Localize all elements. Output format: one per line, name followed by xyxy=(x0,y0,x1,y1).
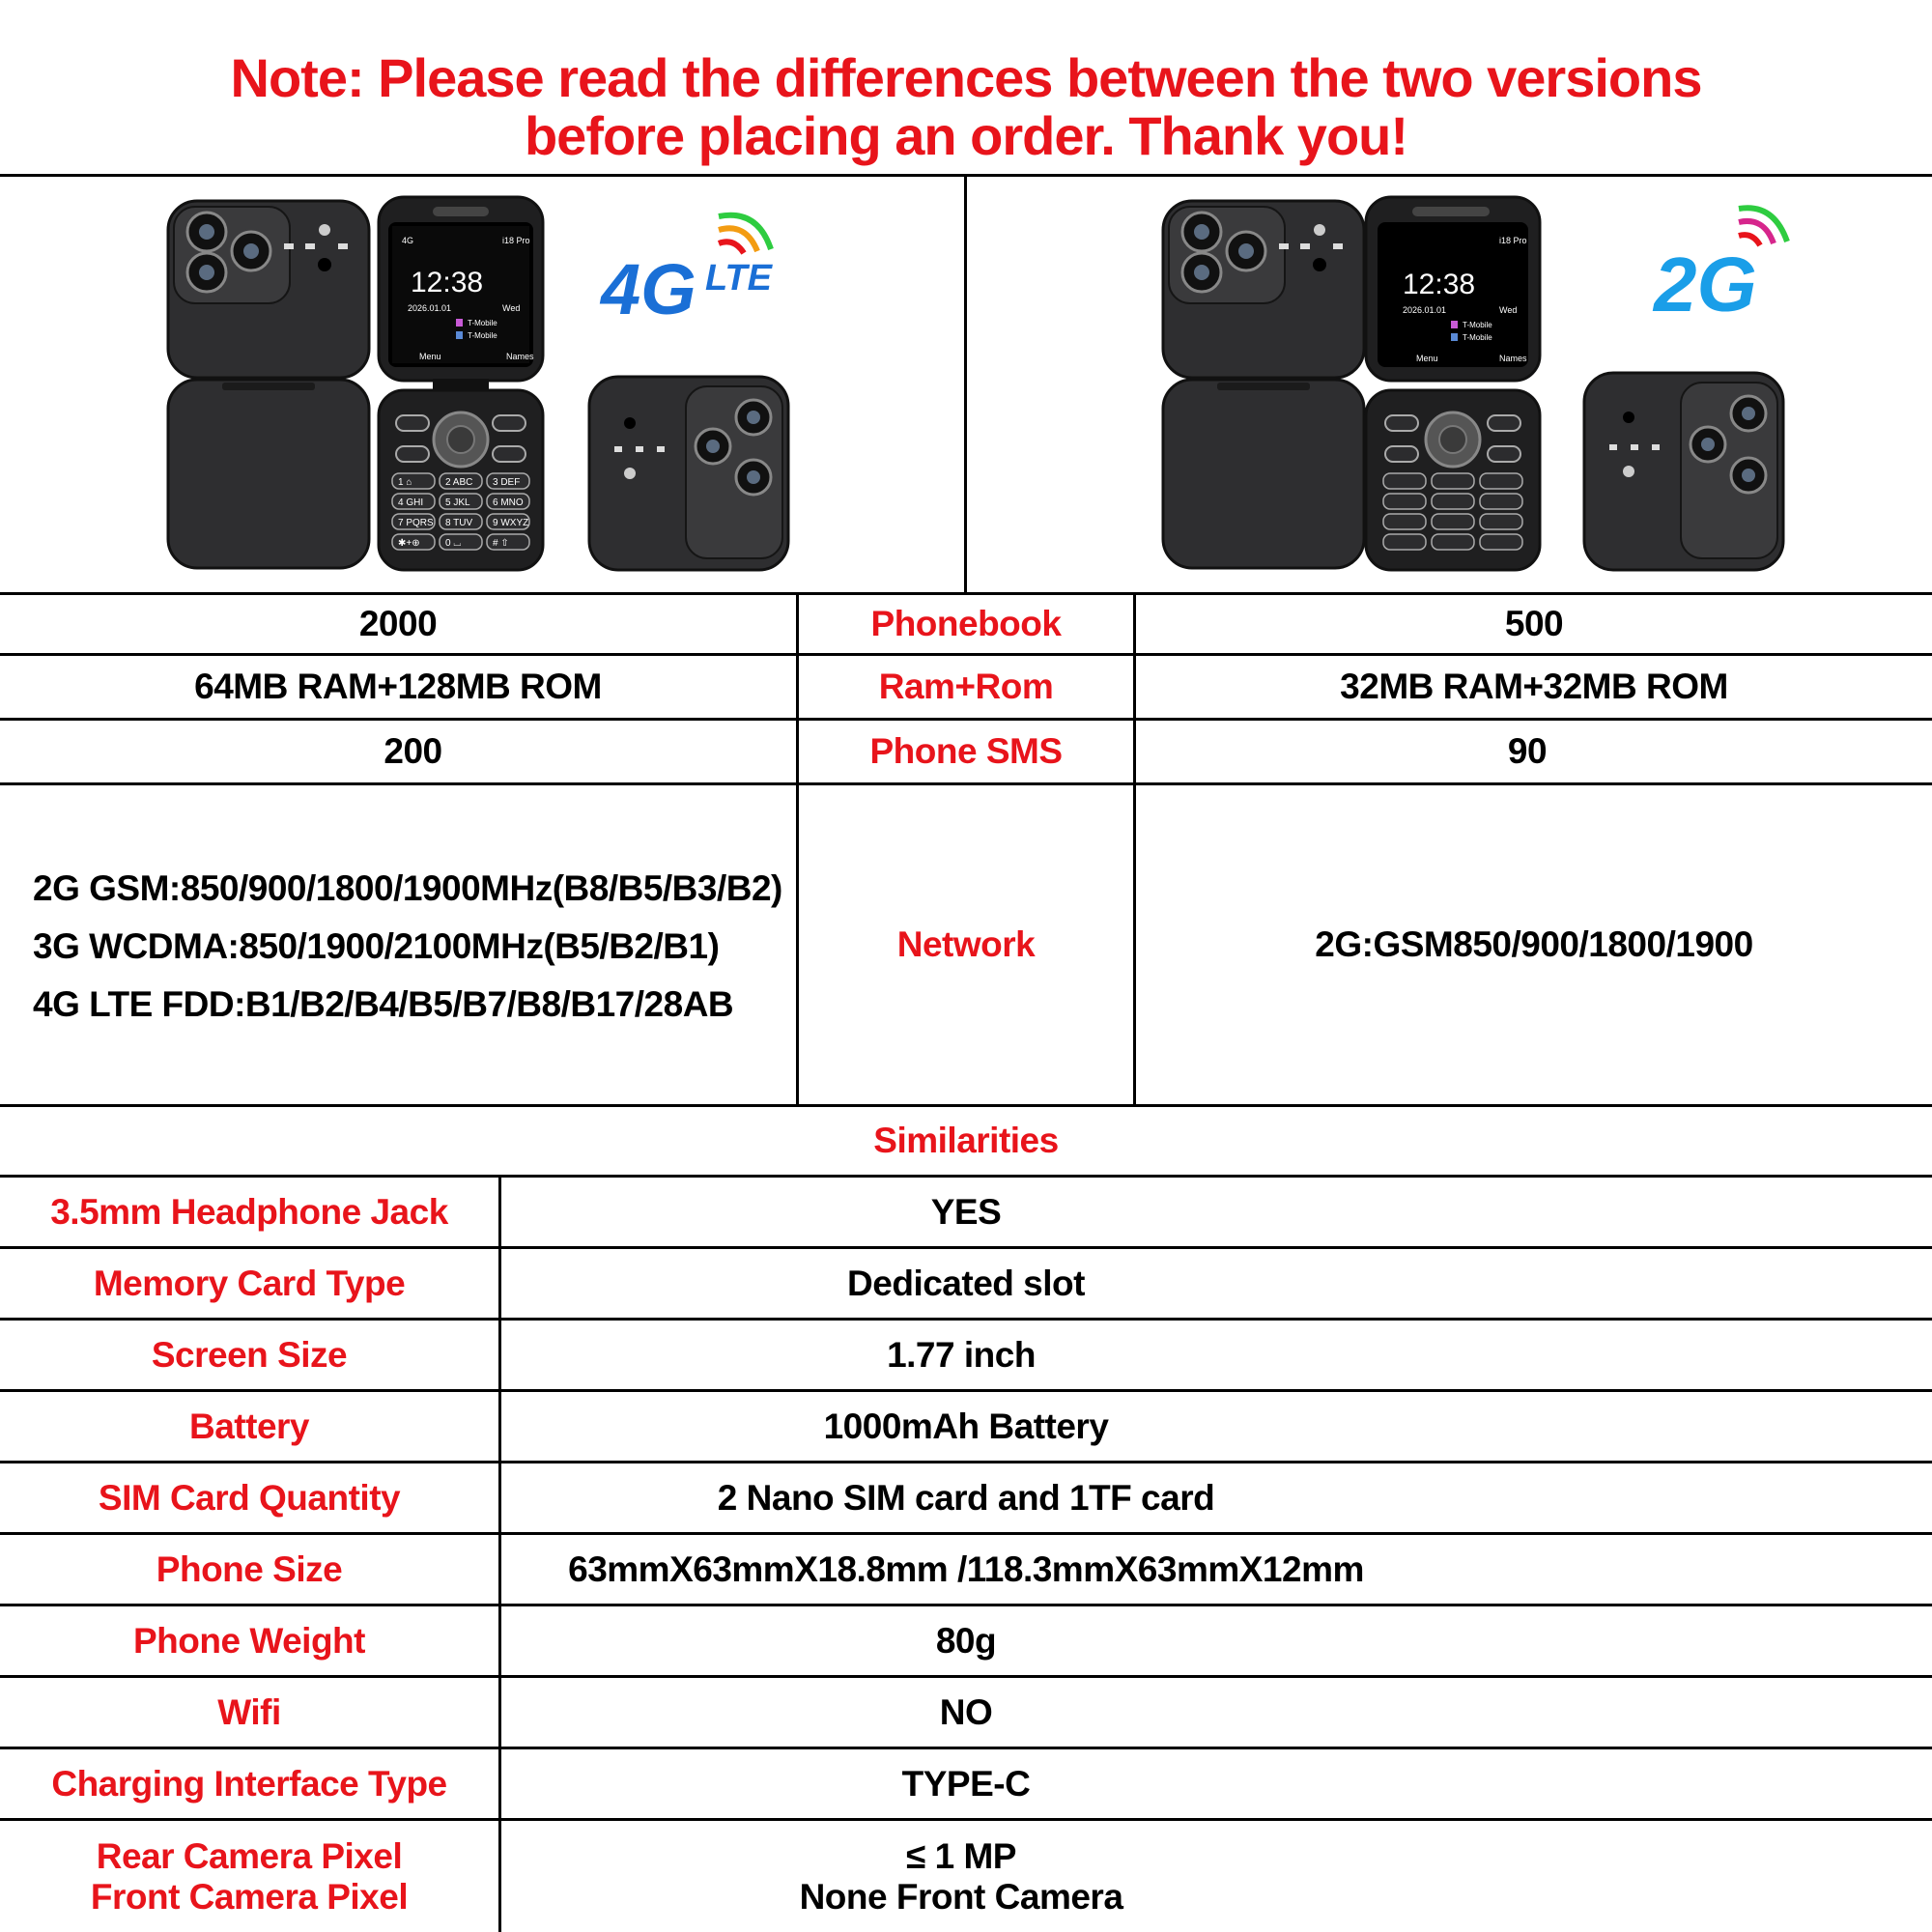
sim-label: Phone Size xyxy=(156,1548,343,1589)
sim-value: Dedicated slot xyxy=(847,1263,1085,1303)
svg-text:2026.01.01: 2026.01.01 xyxy=(1403,305,1447,315)
sim-value: TYPE-C xyxy=(901,1763,1031,1804)
network-4g-line: 3G WCDMA:850/1900/2100MHz(B5/B2/B1) xyxy=(33,926,720,966)
sim-value: 63mmX63mmX18.8mm /118.3mmX63mmX12mm xyxy=(568,1548,1364,1589)
keypad-key-label: 5 JKL xyxy=(445,497,470,508)
sim-value: NO xyxy=(939,1691,993,1732)
sim-value: 1000mAh Battery xyxy=(823,1406,1109,1446)
keypad-key-label: 0 ⌴ xyxy=(445,538,462,549)
phonebook-2g-value: 500 xyxy=(1504,604,1564,643)
svg-text:2026.01.01: 2026.01.01 xyxy=(408,303,452,313)
keypad-key-label: 6 MNO xyxy=(493,497,524,508)
keypad-key-label: 2 ABC xyxy=(445,477,473,488)
keypad-key-label: 8 TUV xyxy=(445,518,473,528)
svg-text:Menu: Menu xyxy=(419,352,441,361)
screen-model: i18 Pro xyxy=(502,236,530,245)
screen-time: 12:38 xyxy=(411,267,484,298)
svg-text:Names: Names xyxy=(506,352,534,361)
keypad-key-label: # ⇧ xyxy=(493,538,509,549)
sim-label: Memory Card Type xyxy=(93,1263,406,1303)
badge-2g-main: 2G xyxy=(1654,242,1757,327)
rear-camera-value: ≤ 1 MP xyxy=(906,1835,1016,1876)
sms-4g-value: 200 xyxy=(384,731,442,771)
sim-label: SIM Card Quantity xyxy=(98,1477,401,1518)
network-label: Network xyxy=(896,924,1036,964)
sim-label: Phone Weight xyxy=(133,1620,365,1661)
phone-group-2g xyxy=(1159,193,1797,580)
badge-4g-main: 4G xyxy=(601,249,696,329)
sim-value: YES xyxy=(930,1191,1002,1232)
svg-text:T-Mobile: T-Mobile xyxy=(1463,333,1492,342)
phone-illustration-2g xyxy=(1159,193,1797,580)
network-2g-value: 2G:GSM850/900/1800/1900 xyxy=(1315,924,1753,964)
svg-text:i18 Pro: i18 Pro xyxy=(1499,236,1527,245)
sim-value: 2 Nano SIM card and 1TF card xyxy=(717,1477,1215,1518)
keypad-key-label: 7 PQRS xyxy=(398,518,434,528)
camera-labels xyxy=(0,1821,498,1932)
network-4g-line: 2G GSM:850/900/1800/1900MHz(B8/B5/B3/B2) xyxy=(33,868,782,908)
phone-illustration-4g xyxy=(164,193,802,580)
front-camera-value: None Front Camera xyxy=(799,1876,1123,1917)
note-line-2: before placing an order. Thank you! xyxy=(524,104,1408,166)
keypad-key-label: 4 GHI xyxy=(398,497,424,508)
keypad-key-label: ✱+⊕ xyxy=(398,538,420,549)
similarities-heading: Similarities xyxy=(873,1121,1059,1160)
ramrom-2g-value: 32MB RAM+32MB ROM xyxy=(1340,667,1728,706)
phone-group-4g xyxy=(164,193,802,580)
badge-4g-sub: LTE xyxy=(705,258,772,298)
rear-camera-label: Rear Camera Pixel xyxy=(96,1835,403,1876)
divider xyxy=(964,174,967,594)
note-line-1: Note: Please read the differences between the two versions xyxy=(230,46,1702,108)
sms-label: Phone SMS xyxy=(869,731,1063,771)
sim-label: Charging Interface Type xyxy=(51,1763,447,1804)
svg-text:T-Mobile: T-Mobile xyxy=(468,331,497,340)
ramrom-label: Ram+Rom xyxy=(878,667,1054,706)
camera-values xyxy=(501,1821,1421,1932)
sim-label: Screen Size xyxy=(151,1334,348,1375)
svg-text:Wed: Wed xyxy=(502,303,521,313)
svg-text:12:38: 12:38 xyxy=(1403,269,1476,300)
svg-text:Menu: Menu xyxy=(1416,354,1438,363)
sim-label: 3.5mm Headphone Jack xyxy=(50,1191,448,1232)
keypad-key-label: 1 ⌂ xyxy=(398,477,412,488)
sms-2g-value: 90 xyxy=(1507,731,1548,771)
network-4g-line: 4G LTE FDD:B1/B2/B4/B5/B7/B8/B17/28AB xyxy=(33,984,734,1024)
sim-value: 1.77 inch xyxy=(887,1334,1036,1375)
svg-text:Names: Names xyxy=(1499,354,1527,363)
sim-value: 80g xyxy=(935,1620,997,1661)
sim-label: Battery xyxy=(189,1406,309,1446)
phonebook-4g-value: 2000 xyxy=(358,604,438,643)
svg-text:T-Mobile: T-Mobile xyxy=(1463,321,1492,329)
keypad-key-label: 9 WXYZ xyxy=(493,518,529,528)
sim-label: Wifi xyxy=(217,1691,281,1732)
network-4g-bands xyxy=(33,860,796,1034)
svg-text:T-Mobile: T-Mobile xyxy=(468,319,497,327)
svg-text:4G: 4G xyxy=(402,236,414,245)
phonebook-label: Phonebook xyxy=(870,604,1062,643)
ramrom-4g-value: 64MB RAM+128MB ROM xyxy=(194,667,602,706)
front-camera-label: Front Camera Pixel xyxy=(90,1876,409,1917)
svg-text:Wed: Wed xyxy=(1499,305,1518,315)
keypad-key-label: 3 DEF xyxy=(493,477,521,488)
